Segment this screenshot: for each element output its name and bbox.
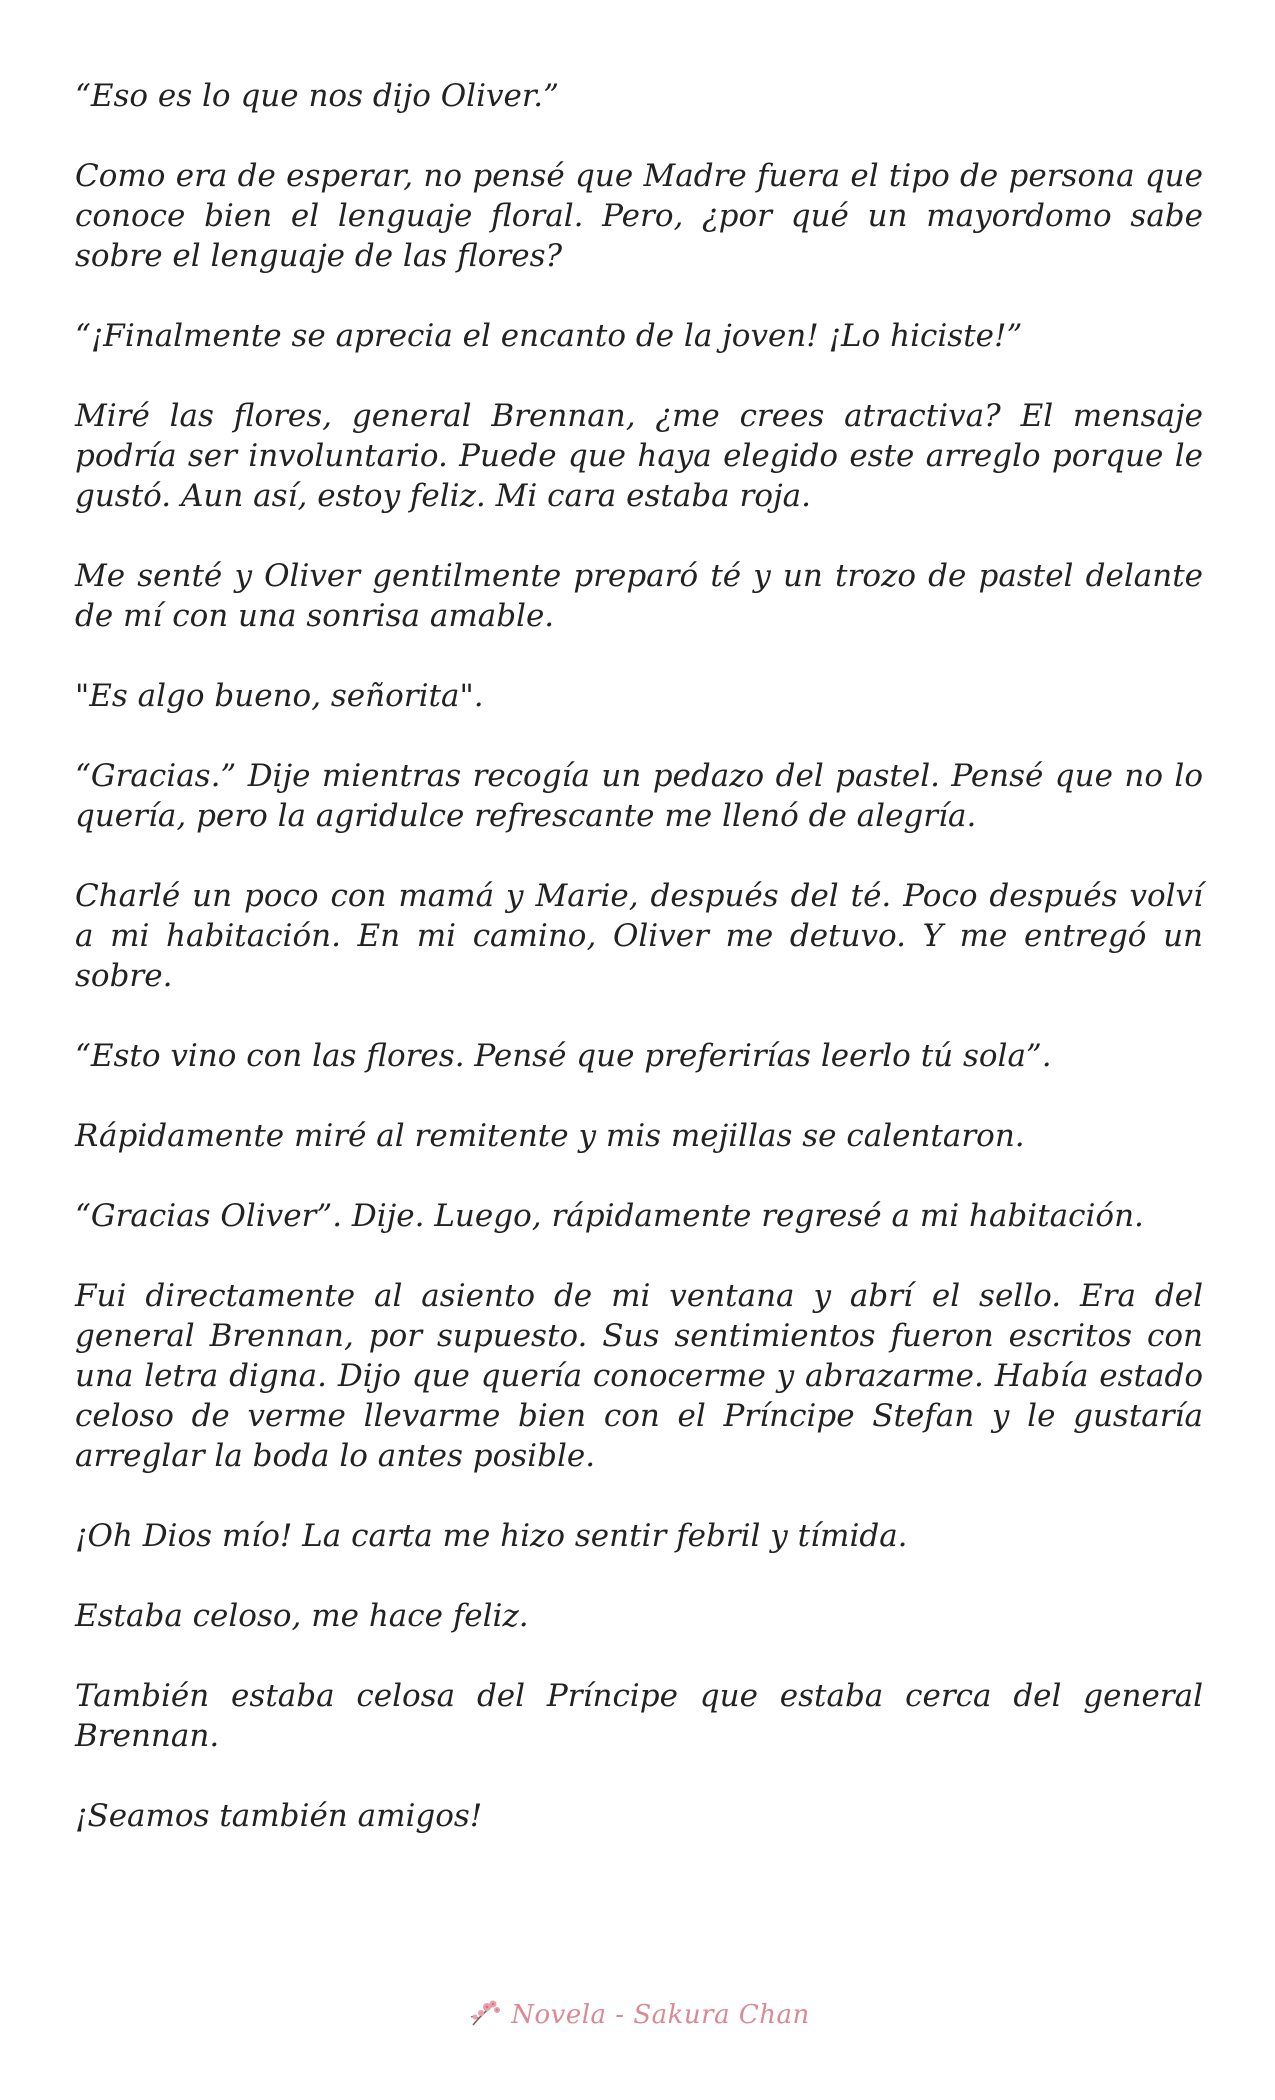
paragraph: “Gracias Oliver”. Dije. Luego, rápidamente regresé a mi habitación. [75, 1198, 1144, 1234]
story-text [75, 76, 1203, 1836]
paragraph: ¡Seamos también amigos! [75, 1798, 483, 1834]
paragraph: Fui directamente al asiento de mi ventana y abrí el sello. Era del general Brennan, por supuesto. Sus sentimientos fueron escritos con una letra digna. Dijo que quería conocerme y abrazarme. Había estado celoso de verme llevarme bien con el Príncipe Stefan y le gustaría arreglar la boda lo antes posible. [75, 1278, 1203, 1474]
paragraph: Charlé un poco con mamá y Marie, después del té. Poco después volví a mi habitación. En mi camino, Oliver me detuvo. Y me entregó un sobre. [75, 878, 1203, 994]
paragraph: “Esto vino con las flores. Pensé que preferirías leerlo tú sola”. [75, 1038, 1052, 1074]
paragraph: Rápidamente miré al remitente y mis mejillas se calentaron. [75, 1118, 1025, 1154]
paragraph: También estaba celosa del Príncipe que estaba cerca del general Brennan. [75, 1678, 1203, 1754]
paragraph: “Eso es lo que nos dijo Oliver.” [75, 78, 559, 114]
paragraph: Me senté y Oliver gentilmente preparó té y un trozo de pastel delante de mí con una sonrisa amable. [75, 558, 1203, 634]
sakura-flower-icon [465, 1995, 505, 2035]
paragraph: “¡Finalmente se aprecia el encanto de la joven! ¡Lo hiciste!” [75, 318, 1023, 354]
paragraph: ¡Oh Dios mío! La carta me hizo sentir febril y tímida. [75, 1518, 908, 1554]
paragraph: Como era de esperar, no pensé que Madre fuera el tipo de persona que conoce bien el lenguaje floral. Pero, ¿por qué un mayordomo sabe sobre el lenguaje de las flores? [75, 158, 1203, 274]
footer-text: Novela - Sakura Chan [511, 2000, 810, 2030]
paragraph: "Es algo bueno, señorita". [75, 678, 484, 714]
paragraph: Miré las flores, general Brennan, ¿me crees atractiva? El mensaje podría ser involuntario. Puede que haya elegido este arreglo porque le gustó. Aun así, estoy feliz. Mi cara estaba roja. [75, 398, 1203, 514]
footer-watermark [0, 1990, 1275, 2040]
paragraph: “Gracias.” Dije mientras recogía un pedazo del pastel. Pensé que no lo quería, pero la agridulce refrescante me llenó de alegría. [75, 758, 1203, 834]
paragraph: Estaba celoso, me hace feliz. [75, 1598, 529, 1634]
